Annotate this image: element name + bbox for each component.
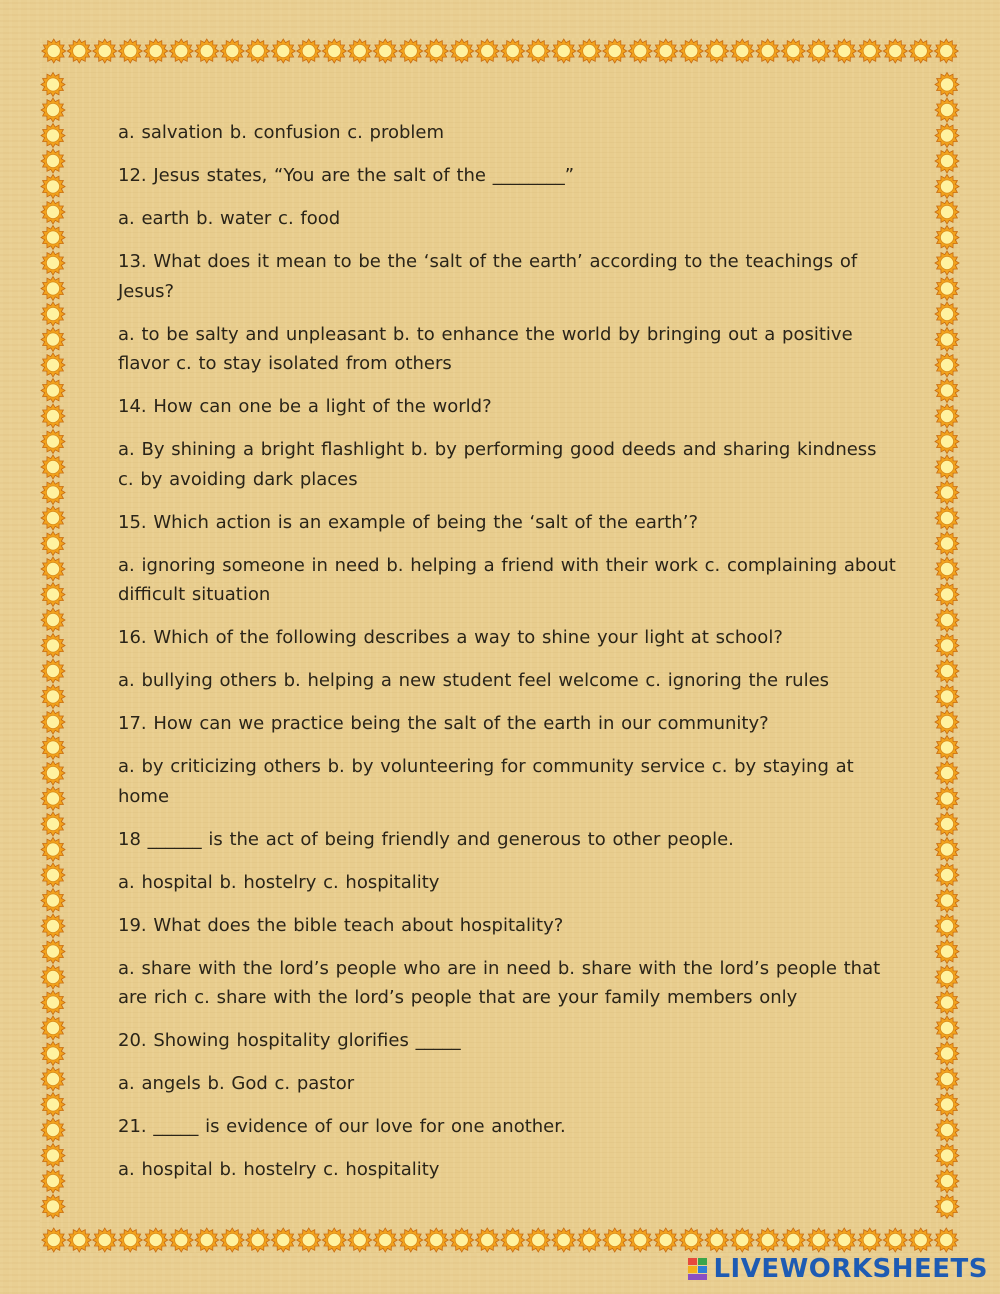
sun-icon [577, 1228, 601, 1252]
answer-options-13: a. to be salty and unpleasant b. to enhance the world by bringing out a positive flavor c. to stay isolated from others [118, 323, 853, 374]
liveworksheets-logo-icon [687, 1257, 709, 1281]
question-21: 21. _____ is evidence of our love for one another. [118, 1116, 566, 1137]
sun-icon [41, 685, 65, 709]
sun-icon [41, 608, 65, 632]
sun-icon [220, 39, 244, 63]
sun-icon [526, 1228, 550, 1252]
sun-icon [883, 1228, 907, 1252]
answer-options-15: a. ignoring someone in need b. helping a friend with their work c. complaining about difficult situation [118, 554, 896, 605]
question-12: 12. Jesus states, “You are the salt of the ________” [118, 165, 575, 186]
question-14: 14. How can one be a light of the world? [118, 396, 492, 417]
sun-icon [654, 39, 678, 63]
sun-icon [679, 39, 703, 63]
sun-icon [935, 1118, 959, 1142]
sun-icon [41, 914, 65, 938]
sun-icon [935, 940, 959, 964]
sun-icon [41, 1169, 65, 1193]
sun-icon [935, 583, 959, 607]
sun-icon [935, 736, 959, 760]
sun-icon [41, 1093, 65, 1117]
sun-icon [41, 838, 65, 862]
sun-icon [450, 39, 474, 63]
sun-icon [935, 863, 959, 887]
sun-icon [935, 1042, 959, 1066]
sun-icon [41, 761, 65, 785]
answer-options-12: a. earth b. water c. food [118, 208, 341, 229]
sun-icon [935, 455, 959, 479]
sun-icon [475, 39, 499, 63]
sun-icon [41, 251, 65, 275]
sun-icon [41, 379, 65, 403]
sun-icon [41, 889, 65, 913]
sun-icon [67, 39, 91, 63]
sun-icon [909, 1228, 933, 1252]
sun-icon [935, 659, 959, 683]
question-16: 16. Which of the following describes a way to shine your light at school? [118, 627, 783, 648]
sun-icon [220, 1228, 244, 1252]
sun-icon [41, 430, 65, 454]
sun-icon [526, 39, 550, 63]
sun-icon [935, 302, 959, 326]
sun-icon [41, 1144, 65, 1168]
sun-icon [935, 685, 959, 709]
answer-options-17: a. by criticizing others b. by volunteering for community service c. by staying at home [118, 756, 854, 807]
sun-icon [935, 149, 959, 173]
sun-icon [935, 1067, 959, 1091]
sun-icon [42, 39, 66, 63]
sun-icon [935, 1144, 959, 1168]
sun-icon [858, 1228, 882, 1252]
sun-icon [603, 39, 627, 63]
sun-icon [935, 965, 959, 989]
sun-icon [41, 149, 65, 173]
sun-icon [348, 39, 372, 63]
sun-icon [41, 710, 65, 734]
sun-icon [41, 991, 65, 1015]
sun-icon [118, 39, 142, 63]
sun-icon [935, 353, 959, 377]
sun-icon [935, 430, 959, 454]
sun-icon [781, 39, 805, 63]
sun-icon [41, 200, 65, 224]
sun-icon [832, 1228, 856, 1252]
sun-icon [195, 1228, 219, 1252]
sun-icon [41, 1195, 65, 1219]
sun-icon [41, 302, 65, 326]
sun-icon [935, 328, 959, 352]
answer-options-16: a. bullying others b. helping a new student feel welcome c. ignoring the rules [118, 670, 830, 691]
sun-border-right [934, 64, 960, 1227]
sun-icon [807, 39, 831, 63]
sun-icon [935, 787, 959, 811]
sun-icon [41, 1118, 65, 1142]
sun-icon [41, 532, 65, 556]
sun-icon [424, 1228, 448, 1252]
sun-icon [41, 226, 65, 250]
sun-icon [475, 1228, 499, 1252]
sun-icon [169, 39, 193, 63]
sun-icon [935, 812, 959, 836]
answer-options-19: a. share with the lord’s people who are in need b. share with the lord’s people that are rich c. share with the lord’s people that are your family members only [118, 957, 881, 1008]
sun-icon [41, 455, 65, 479]
sun-icon [41, 277, 65, 301]
sun-icon [679, 1228, 703, 1252]
sun-icon [373, 1228, 397, 1252]
sun-icon [271, 39, 295, 63]
sun-icon [41, 353, 65, 377]
sun-icon [41, 98, 65, 122]
sun-icon [935, 506, 959, 530]
sun-icon [628, 39, 652, 63]
sun-icon [858, 39, 882, 63]
sun-icon [935, 175, 959, 199]
sun-icon [883, 39, 907, 63]
liveworksheets-brand[interactable] [687, 1254, 988, 1284]
sun-icon [730, 39, 754, 63]
sun-icon [552, 1228, 576, 1252]
sun-icon [705, 1228, 729, 1252]
question-13: 13. What does it mean to be the ‘salt of the earth’ according to the teachings of Jesus? [118, 251, 858, 302]
answer-options-18: a. hospital b. hostelry c. hospitality [118, 871, 440, 893]
sun-icon [935, 251, 959, 275]
sun-icon [935, 710, 959, 734]
sun-icon [41, 787, 65, 811]
sun-icon [935, 838, 959, 862]
sun-icon [41, 404, 65, 428]
sun-icon [934, 39, 958, 63]
sun-border-left [40, 64, 66, 1227]
sun-icon [935, 200, 959, 224]
sun-icon [41, 1042, 65, 1066]
sun-icon [42, 1228, 66, 1252]
sun-icon [67, 1228, 91, 1252]
sun-icon [399, 1228, 423, 1252]
sun-icon [603, 1228, 627, 1252]
sun-icon [93, 39, 117, 63]
sun-icon [373, 39, 397, 63]
sun-icon [501, 39, 525, 63]
sun-icon [756, 39, 780, 63]
sun-icon [118, 1228, 142, 1252]
sun-icon [832, 39, 856, 63]
sun-icon [935, 991, 959, 1015]
sun-icon [935, 73, 959, 97]
sun-icon [935, 379, 959, 403]
sun-icon [935, 889, 959, 913]
sun-icon [144, 1228, 168, 1252]
sun-border-top [40, 38, 960, 64]
question-18: 18 ______ is the act of being friendly and generous to other people. [118, 828, 734, 850]
sun-icon [935, 1169, 959, 1193]
sun-icon [756, 1228, 780, 1252]
sun-icon [41, 965, 65, 989]
sun-icon [501, 1228, 525, 1252]
sun-icon [41, 863, 65, 887]
sun-icon [41, 506, 65, 530]
sun-icon [41, 940, 65, 964]
sun-icon [935, 481, 959, 505]
answer-options-14: a. By shining a bright flashlight b. by performing good deeds and sharing kindness c. by avoiding dark places [118, 439, 877, 490]
sun-icon [934, 1228, 958, 1252]
sun-icon [807, 1228, 831, 1252]
sun-icon [552, 39, 576, 63]
sun-icon [935, 1016, 959, 1040]
question-20: 20. Showing hospitality glorifies _____ [118, 1030, 461, 1051]
sun-icon [195, 39, 219, 63]
sun-icon [424, 39, 448, 63]
answer-options-21: a. hospital b. hostelry c. hospitality [118, 1159, 440, 1180]
sun-icon [271, 1228, 295, 1252]
sun-icon [450, 1228, 474, 1252]
sun-icon [246, 1228, 270, 1252]
sun-icon [41, 73, 65, 97]
sun-icon [781, 1228, 805, 1252]
question-17: 17. How can we practice being the salt of the earth in our community? [118, 713, 769, 734]
sun-icon [322, 1228, 346, 1252]
sun-icon [935, 634, 959, 658]
sun-icon [935, 608, 959, 632]
sun-icon [935, 1195, 959, 1219]
sun-icon [654, 1228, 678, 1252]
sun-icon [41, 583, 65, 607]
sun-icon [577, 39, 601, 63]
sun-icon [93, 1228, 117, 1252]
worksheet-content [118, 118, 898, 1198]
sun-icon [322, 39, 346, 63]
sun-icon [935, 124, 959, 148]
sun-icon [348, 1228, 372, 1252]
sun-icon [935, 98, 959, 122]
sun-icon [41, 634, 65, 658]
sun-icon [41, 175, 65, 199]
sun-icon [41, 1016, 65, 1040]
answer-options-20: a. angels b. God c. pastor [118, 1073, 355, 1094]
sun-icon [41, 659, 65, 683]
sun-icon [41, 812, 65, 836]
sun-icon [705, 39, 729, 63]
sun-icon [41, 1067, 65, 1091]
sun-icon [935, 532, 959, 556]
question-19: 19. What does the bible teach about hospitality? [118, 914, 564, 936]
sun-icon [935, 914, 959, 938]
question-15: 15. Which action is an example of being the ‘salt of the earth’? [118, 511, 699, 533]
sun-icon [628, 1228, 652, 1252]
sun-icon [935, 226, 959, 250]
sun-icon [41, 328, 65, 352]
sun-icon [41, 124, 65, 148]
liveworksheets-wordmark: LIVEWORKSHEETS [713, 1254, 988, 1284]
sun-icon [935, 404, 959, 428]
sun-icon [41, 736, 65, 760]
sun-icon [297, 1228, 321, 1252]
sun-icon [935, 1093, 959, 1117]
sun-icon [246, 39, 270, 63]
sun-icon [41, 557, 65, 581]
sun-icon [399, 39, 423, 63]
sun-icon [730, 1228, 754, 1252]
sun-icon [935, 557, 959, 581]
answer-options-11: a. salvation b. confusion c. problem [118, 122, 445, 143]
sun-icon [144, 39, 168, 63]
sun-icon [935, 761, 959, 785]
sun-icon [169, 1228, 193, 1252]
sun-icon [41, 481, 65, 505]
sun-icon [297, 39, 321, 63]
sun-icon [909, 39, 933, 63]
sun-icon [935, 277, 959, 301]
sun-border-bottom [40, 1227, 960, 1253]
